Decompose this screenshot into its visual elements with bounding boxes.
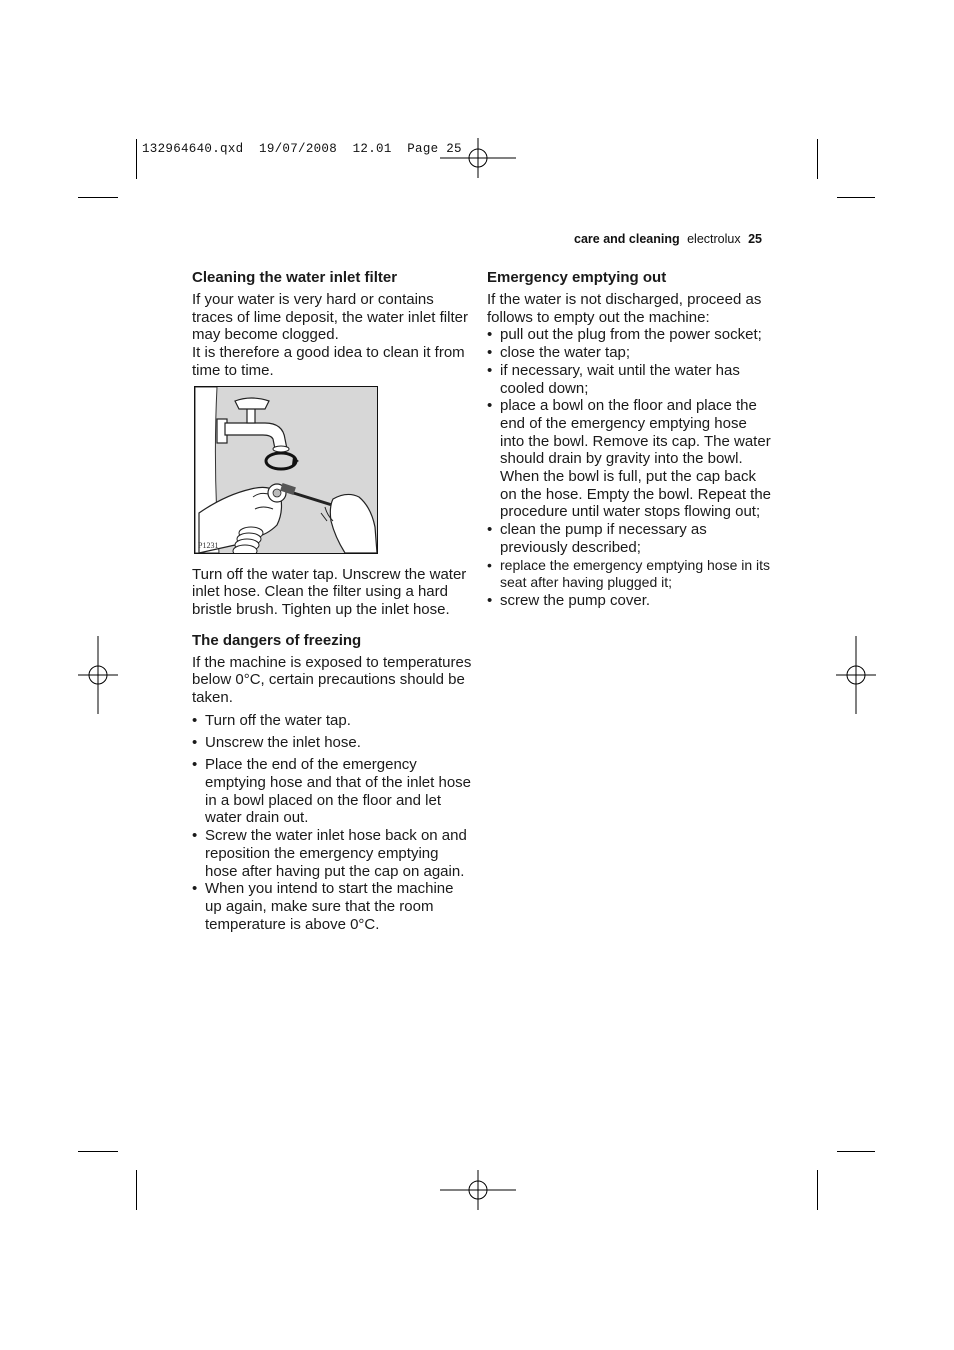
freezing-steps-list (192, 712, 472, 934)
filter-instructions: Turn off the water tap. Unscrew the water inlet hose. Clean the filter using a hard bristle brush. Tighten up the inlet hose. (192, 565, 467, 618)
brand-name: electrolux (687, 232, 741, 246)
emergency-steps-list (487, 326, 772, 609)
freezing-heading: The dangers of freezing (192, 631, 362, 649)
list-item: • if necessary, wait until the water has cooled down; (487, 362, 772, 397)
emergency-heading: Emergency emptying out (487, 269, 667, 286)
filter-intro-1: If your water is very hard or contains traces of lime deposit, the water inlet filter may become clogged. (192, 291, 468, 344)
registration-mark-left (78, 636, 118, 714)
list-item: • When you intend to start the machine up again, make sure that the room temperature is above 0°C. (192, 880, 472, 933)
filter-cleaning-illustration (194, 386, 378, 554)
tap-and-brush-drawing (195, 387, 377, 553)
print-slug: 132964640.qxd 19/07/2008 12.01 Page 25 (142, 142, 462, 156)
running-head (574, 232, 762, 246)
list-item: • Unscrew the inlet hose. (192, 734, 472, 752)
emergency-intro: If the water is not discharged, proceed as follows to empty out the machine: (487, 291, 762, 326)
list-item: • close the water tap; (487, 344, 772, 362)
crop-mark-top-left-vertical (136, 139, 137, 179)
list-item: • place a bowl on the floor and place the end of the emergency emptying hose into the bowl. Remove its cap. The water should drain by gravity into the bowl. When the bowl is full, put the cap back on the hose. Empty the bowl. Repeat the procedure until water stops flowing out; (487, 397, 772, 521)
list-item: • Screw the water inlet hose back on and reposition the emergency emptying hose after having put the cap on again. (192, 827, 472, 880)
list-item: • pull out the plug from the power socket; (487, 326, 772, 344)
list-item: • Place the end of the emergency emptying hose and that of the inlet hose in a bowl placed on the floor and let water drain out. (192, 756, 472, 827)
page-number: 25 (748, 232, 762, 246)
right-column (487, 268, 772, 610)
crop-mark-top-right-vertical (817, 139, 818, 179)
registration-mark-right (836, 636, 876, 714)
crop-mark-top-right-horizontal (837, 197, 875, 198)
registration-mark-bottom (440, 1152, 516, 1228)
section-title: care and cleaning (574, 232, 680, 246)
filter-intro-2: It is therefore a good idea to clean it from time to time. (192, 344, 465, 379)
registration-mark-top (440, 120, 516, 196)
list-item: • Turn off the water tap. (192, 712, 472, 730)
crop-mark-bottom-left-vertical (136, 1170, 137, 1210)
freezing-intro: If the machine is exposed to temperatures below 0°C, certain precautions should be taken. (192, 653, 472, 707)
crop-mark-bottom-left-horizontal (78, 1151, 118, 1152)
list-item: • screw the pump cover. (487, 592, 772, 610)
list-item: • replace the emergency emptying hose in its seat after having plugged it; (487, 557, 772, 592)
figure-code: P1231 (198, 540, 219, 550)
list-item: • clean the pump if necessary as previously described; (487, 521, 772, 556)
crop-mark-bottom-right-vertical (817, 1170, 818, 1210)
left-column (192, 268, 472, 933)
crop-mark-bottom-right-horizontal (837, 1151, 875, 1152)
filter-heading: Cleaning the water inlet filter (192, 269, 398, 286)
crop-mark-top-left-horizontal (78, 197, 118, 198)
